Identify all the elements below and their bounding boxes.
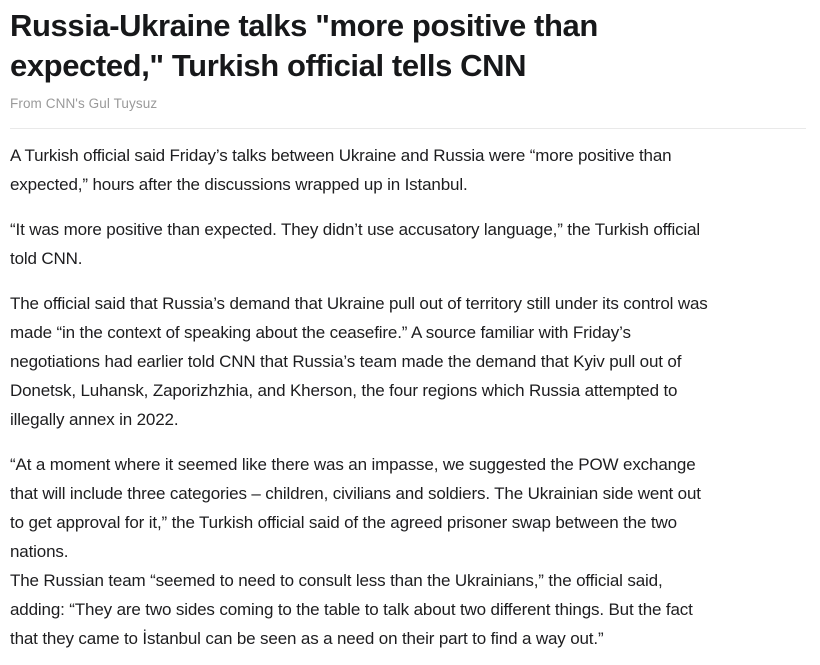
paragraph-line: negotiations had earlier told CNN that Russia’s team made the demand that Kyiv pull out of [10, 352, 682, 371]
header-divider [10, 128, 806, 129]
paragraph-line: that they came to İstanbul can be seen as a need on their part to find a way out.” [10, 629, 604, 648]
article-paragraph [10, 450, 806, 566]
article-body [10, 141, 806, 653]
headline-line: expected," Turkish official tells CNN [10, 48, 527, 83]
paragraph-line: “It was more positive than expected. They didn’t use accusatory language,” the Turkish official [10, 220, 701, 239]
paragraph-line: nations. [10, 542, 69, 561]
article-headline [10, 6, 806, 86]
article-byline: From CNN's Gul Tuysuz [10, 96, 158, 111]
paragraph-line: that will include three categories – children, civilians and soldiers. The Ukrainian side went out [10, 484, 701, 503]
paragraph-line: adding: “They are two sides coming to the table to talk about two different things. But the fact [10, 600, 693, 619]
paragraph-line: made “in the context of speaking about the ceasefire.” A source familiar with Friday’s [10, 323, 631, 342]
paragraph-line: told CNN. [10, 249, 83, 268]
paragraph-line: The Russian team “seemed to need to consult less than the Ukrainians,” the official said, [10, 571, 663, 590]
paragraph-line: “At a moment where it seemed like there was an impasse, we suggested the POW exchange [10, 455, 696, 474]
paragraph-line: A Turkish official said Friday’s talks between Ukraine and Russia were “more positive than [10, 146, 672, 165]
headline-line: Russia-Ukraine talks "more positive than [10, 8, 598, 43]
paragraph-line: Donetsk, Luhansk, Zaporizhzhia, and Kherson, the four regions which Russia attempted to [10, 381, 678, 400]
paragraph-line: expected,” hours after the discussions wrapped up in Istanbul. [10, 175, 468, 194]
article-paragraph [10, 289, 806, 434]
paragraph-line: illegally annex in 2022. [10, 410, 179, 429]
article-paragraph [10, 566, 806, 653]
article-paragraph [10, 215, 806, 273]
article-paragraph [10, 141, 806, 199]
paragraph-line: to get approval for it,” the Turkish official said of the agreed prisoner swap between the two [10, 513, 677, 532]
paragraph-line: The official said that Russia’s demand that Ukraine pull out of territory still under its control was [10, 294, 708, 313]
